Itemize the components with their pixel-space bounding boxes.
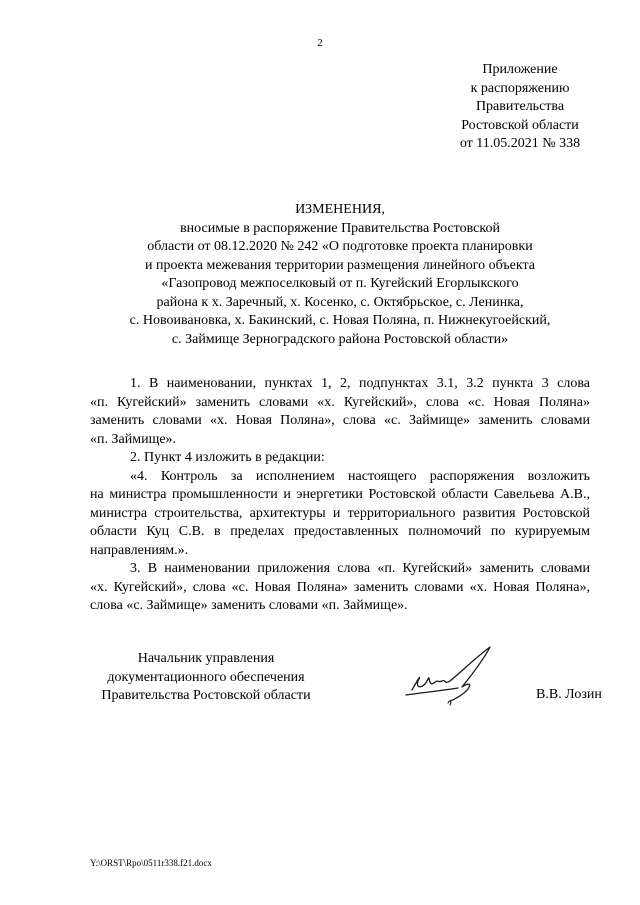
heading-line: с. Займище Зерноградского района Ростовской области»: [171, 331, 509, 347]
handwritten-signature: [398, 643, 500, 711]
heading-line: области от 08.12.2020 № 242 «О подготовке проекта планировки: [147, 239, 533, 254]
heading-line: с. Новоивановка, х. Бакинский, с. Новая Поляна, п. Нижнекугоейский,: [129, 313, 551, 328]
signatory-title-line: документационного обеспечения: [107, 669, 305, 685]
paragraph-3-line: на министра промышленности и энергетики Ростовской области Савельева А.В.,: [90, 487, 590, 502]
heading-line: вносимые в распоряжение Правительства Ростовской: [180, 220, 500, 236]
document-heading: [0, 201, 640, 349]
document-body: [90, 375, 590, 616]
heading-line: района к х. Заречный, х. Косенко, с. Октябрьское, с. Ленинка,: [156, 294, 524, 310]
appendix-line: Приложение: [482, 62, 558, 77]
paragraph-3-line: министра строительства, архитектуры и территориального развития Ростовской: [90, 505, 590, 521]
paragraph-3-line: направлениям.».: [90, 542, 189, 558]
paragraph-3-line: «4. Контроль за исполнением настоящего распоряжения возложить: [130, 468, 590, 484]
signatory-title-line: Начальник управления: [137, 651, 275, 666]
appendix-block: [440, 61, 600, 154]
paragraph-4-line: «х. Кугейский», слова «с. Новая Поляна» заменить словами «х. Новая Поляна»,: [90, 579, 590, 595]
signatory-title: [90, 650, 322, 706]
paragraph-3-line: области Куц С.В. в пределах предоставленных полномочий по курируемым: [90, 524, 590, 539]
file-path-footer: Y:\ORST\Rpo\0511r338.f21.docx: [90, 858, 212, 868]
appendix-line: от 11.05.2021 № 338: [459, 136, 581, 151]
page-number: 2: [317, 37, 323, 49]
heading-title: ИЗМЕНЕНИЯ,: [295, 202, 385, 217]
paragraph-1-line: «п. Займище».: [90, 431, 177, 447]
paragraph-1-line: 1. В наименовании, пунктах 1, 2, подпунктах 3.1, 3.2 пункта 3 слова: [130, 376, 590, 391]
paragraph-4-line: слова «с. Займище» заменить словами «п. Займище».: [90, 598, 408, 613]
heading-line: «Газопровод межпоселковый от п. Кугейский Егорлыкского: [161, 276, 519, 291]
paragraph-2: 2. Пункт 4 изложить в редакции:: [130, 450, 325, 465]
signatory-title-line: Правительства Ростовской области: [101, 688, 311, 703]
signatory-name: В.В. Лозин: [536, 687, 602, 702]
heading-line: и проекта межевания территории размещения линейного объекта: [144, 257, 536, 273]
appendix-line: Правительства: [475, 99, 565, 114]
paragraph-1-line: заменить словами «х. Новая Поляна», слова «с. Займище» заменить словами: [90, 413, 590, 428]
appendix-line: к распоряжению: [470, 80, 570, 96]
paragraph-1-line: «п. Кугейский» заменить словами «х. Кугейский», слова «с. Новая Поляна»: [90, 394, 590, 410]
paragraph-4-line: 3. В наименовании приложения слова «п. Кугейский» заменить словами: [130, 561, 590, 576]
appendix-line: Ростовской области: [461, 117, 579, 133]
